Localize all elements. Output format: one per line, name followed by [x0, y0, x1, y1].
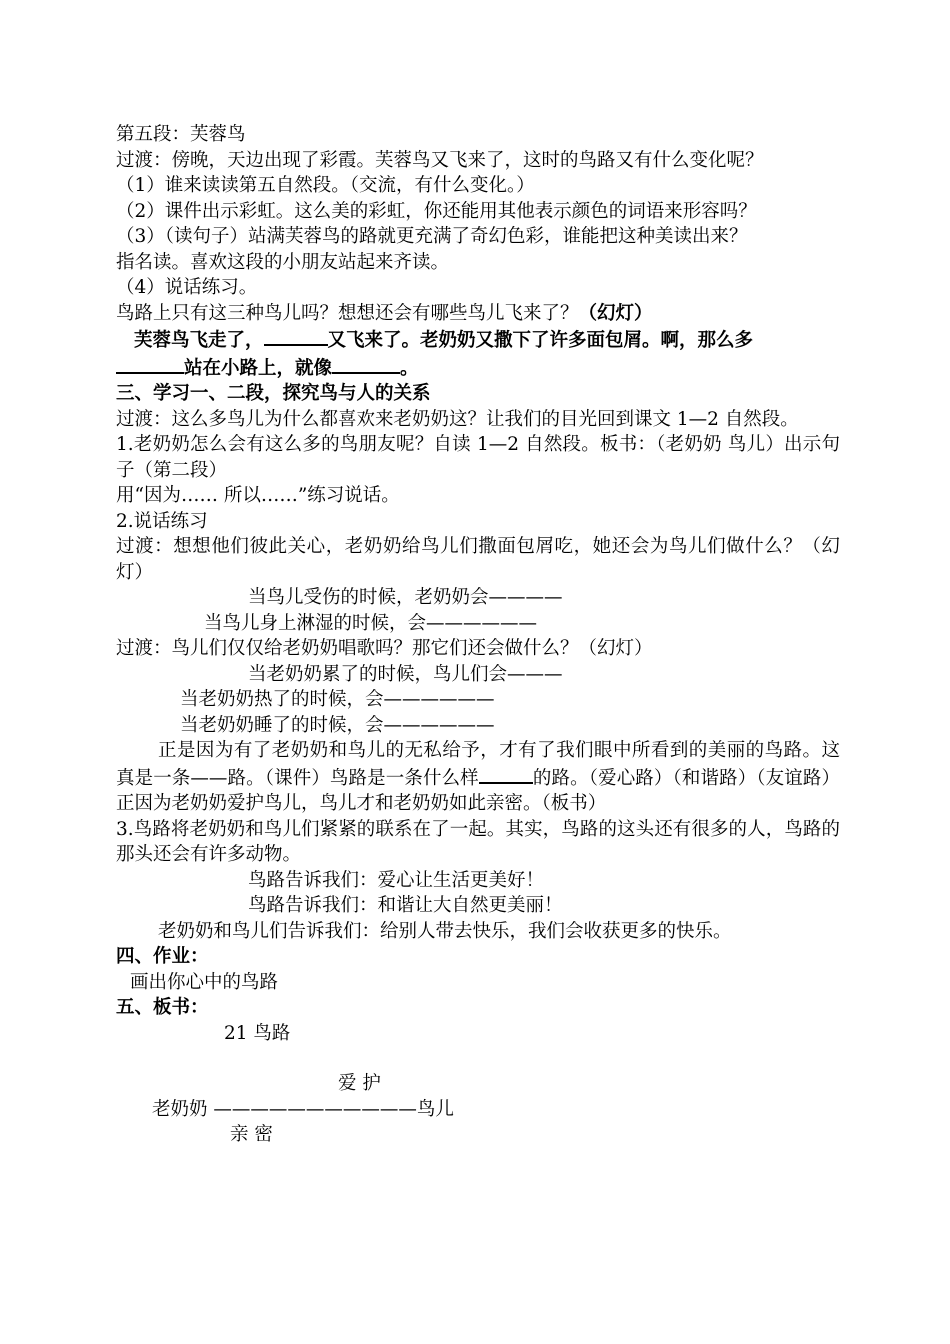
question-2: （2）课件出示彩虹。这么美的彩虹，你还能用其他表示颜色的词语来形容吗？ [116, 200, 757, 222]
board-relation-line [116, 1097, 840, 1123]
board-top-label: 爱 护 [338, 1073, 381, 1094]
transition-text: 过渡：傍晚，天边出现了彩霞。芙蓉鸟又飞来了，这时的鸟路又有什么变化呢？ [116, 149, 764, 171]
sentence-4: 当老奶奶热了的时候，会—————— [180, 689, 495, 710]
transition-text-3: 过渡：这么多鸟儿为什么都喜欢来老奶奶这？让我们的目光回到课文 1—2 自然段。 [116, 408, 799, 430]
section-heading-4: 四、作业： [116, 946, 209, 967]
slide-note: （幻灯） [578, 302, 653, 324]
document-page [116, 122, 840, 1148]
question-4-text: 鸟路上只有这三种鸟儿吗？想想还会有哪些鸟儿飞来了？（幻灯） [116, 302, 653, 324]
fill-blank [116, 354, 184, 374]
fill-blank [264, 326, 328, 346]
transition-text-4: 过渡：鸟儿们仅仅给老奶奶唱歌吗？那它们还会做什么？（幻灯） [116, 638, 653, 659]
board-connector: ——————————— [213, 1098, 417, 1120]
section-heading-3: 三、学习一、二段，探究鸟与人的关系 [116, 383, 431, 404]
sentence-1: 当鸟儿受伤的时候，老奶奶会———— [248, 587, 563, 608]
takeaway-3: 老奶奶和鸟儿们告诉我们：给别人带去快乐，我们会收获更多的快乐。 [158, 920, 732, 942]
board-right-label: 鸟儿 [416, 1098, 454, 1120]
takeaway-2: 鸟路告诉我们：和谐让大自然更美丽！ [248, 895, 563, 916]
fill-blank-exercise-line2: 站在小路上，就像 。 [116, 354, 840, 382]
paragraph-2-transition: 过渡：想想他们彼此关心，老奶奶给鸟儿们撒面包屑吃，她还会为鸟儿们做什么？（幻灯） [116, 536, 840, 583]
board-title: 21 鸟路 [224, 1022, 291, 1044]
board-bottom-label: 亲 密 [230, 1124, 273, 1145]
homework-text: 画出你心中的鸟路 [130, 971, 279, 993]
fill-blank-exercise-line1: 芙蓉鸟飞走了， 又飞来了。老奶奶又撒下了许多面包屑。啊，那么多 [116, 326, 840, 354]
question-4: （4）说话练习。 [116, 277, 258, 298]
paragraph-1: 1.老奶奶怎么会有这么多的鸟朋友呢？自读 1—2 自然段。板书：（老奶奶 鸟儿）出示句子（第二段） [116, 434, 840, 481]
board-left-label: 老奶奶 [152, 1098, 208, 1120]
paragraph-2: 2.说话练习 [116, 510, 208, 532]
sentence-2: 当鸟儿身上淋湿的时候，会—————— [204, 612, 538, 634]
question-3: （3）（读句子）站满芙蓉鸟的路就更充满了奇幻色彩，谁能把这种美读出来？ [116, 226, 748, 247]
paragraph-summary: 正是因为有了老奶奶和鸟儿的无私给予，才有了我们眼中所看到的美丽的鸟路。这真是一条——路。（课件）鸟路是一条什么样 的路。（爱心路）（和谐路）（友谊路）正因为老奶奶爱护鸟儿，鸟儿才和老奶奶如此亲密。（板书） [116, 740, 840, 814]
paragraph-1b: 用“因为…… 所以……”练习说话。 [116, 485, 400, 506]
section-heading-5: 五、板书： [116, 997, 209, 1018]
sentence-3: 当老奶奶累了的时候，鸟儿们会——— [248, 663, 563, 685]
takeaway-1: 鸟路告诉我们：爱心让生活更美好！ [248, 869, 545, 891]
section-title: 第五段：芙蓉鸟 [116, 124, 246, 145]
fill-blank [479, 764, 533, 784]
fill-blank [332, 354, 400, 374]
paragraph-3: 3.鸟路将老奶奶和鸟儿们紧紧的联系在了一起。其实，鸟路的这头还有很多的人，鸟路的那头还会有许多动物。 [116, 818, 840, 865]
question-3-followup: 指名读。喜欢这段的小朋友站起来齐读。 [116, 251, 450, 273]
sentence-5: 当老奶奶睡了的时候，会—————— [180, 714, 495, 736]
question-1: （1）谁来读读第五自然段。（交流，有什么变化。） [116, 175, 535, 196]
